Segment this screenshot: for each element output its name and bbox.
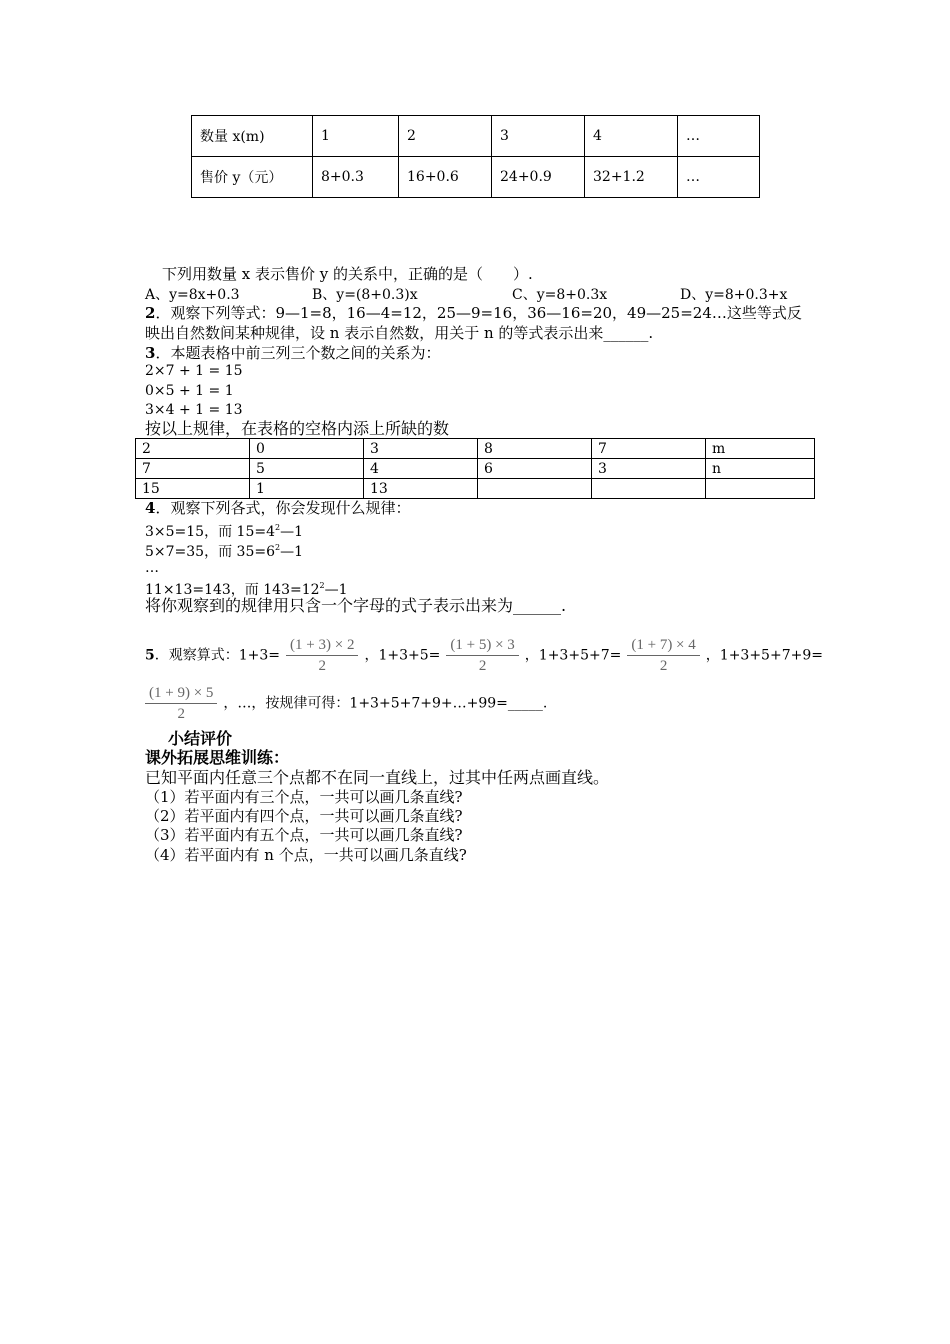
q4-text: ．观察下列各式，你会发现什么规律： bbox=[155, 499, 411, 517]
extension-intro: 已知平面内任意三个点都不在同一直线上，过其中任两点画直线。 bbox=[145, 768, 610, 787]
q4-dots: … bbox=[145, 560, 159, 576]
q5-line1 bbox=[145, 635, 823, 676]
table-row bbox=[136, 439, 815, 459]
q5-text: ，1+3+5+7= bbox=[524, 647, 622, 664]
section-summary: 小结评价 bbox=[168, 729, 233, 748]
numerator: (1 + 5) × 3 bbox=[450, 637, 515, 653]
table-cell: 售价 y（元） bbox=[192, 157, 313, 198]
q4-text: —1 bbox=[324, 582, 348, 598]
q4-title bbox=[145, 498, 410, 518]
table-cell: 32+1.2 bbox=[585, 157, 678, 198]
q4-text: 5×7=35，而 35=6 bbox=[145, 544, 275, 560]
q2-line2: 映出自然数间某种规律，设 n 表示自然数，用关于 n 的等式表示出来______. bbox=[145, 324, 654, 342]
table-cell: 4 bbox=[364, 459, 478, 479]
table-cell: 数量 x(m) bbox=[192, 116, 313, 157]
q2-line1 bbox=[145, 303, 802, 323]
q4-text: —1 bbox=[280, 524, 304, 540]
q1-stem: 下列用数量 x 表示售价 y 的关系中，正确的是（ ）. bbox=[162, 265, 533, 283]
q5-text: ，1+3+5+7+9= bbox=[705, 647, 823, 664]
q4-line bbox=[145, 538, 303, 562]
q5-text: ，1+3+5= bbox=[364, 647, 441, 664]
q3-equation: 3×4 + 1 = 13 bbox=[145, 402, 243, 418]
q2-text: ．观察下列等式：9—1=8，16—4=12，25—9=16，36—16=20，49—25=24…这些等式反 bbox=[155, 304, 802, 322]
table-cell: 13 bbox=[364, 479, 478, 499]
q3-equation: 0×5 + 1 = 1 bbox=[145, 383, 234, 399]
table-cell: 3 bbox=[364, 439, 478, 459]
table-cell: 8+0.3 bbox=[313, 157, 399, 198]
q4-text: 3×5=15，而 15=4 bbox=[145, 524, 275, 540]
fraction bbox=[627, 635, 699, 676]
extension-item: （1）若平面内有三个点，一共可以画几条直线? bbox=[145, 788, 463, 806]
blank-cell[interactable] bbox=[592, 479, 706, 499]
q4-conclusion: 将你观察到的规律用只含一个字母的式子表示出来为______. bbox=[145, 596, 567, 615]
table-row bbox=[136, 459, 815, 479]
table-cell: 5 bbox=[250, 459, 364, 479]
table-cell: 15 bbox=[136, 479, 250, 499]
q5-number: 5 bbox=[145, 647, 155, 664]
table-cell: 4 bbox=[585, 116, 678, 157]
q1-option-b: B、y=(8+0.3)x bbox=[312, 287, 418, 303]
q3-text: ．本题表格中前三列三个数之间的关系为： bbox=[155, 344, 441, 362]
table-row bbox=[136, 479, 815, 499]
table-cell: 3 bbox=[492, 116, 585, 157]
table-cell: 16+0.6 bbox=[399, 157, 492, 198]
exponent: 2 bbox=[275, 543, 281, 552]
table-cell: m bbox=[706, 439, 815, 459]
fraction bbox=[446, 635, 518, 676]
table-cell: 2 bbox=[136, 439, 250, 459]
numerator: (1 + 7) × 4 bbox=[631, 637, 696, 653]
table-cell: 8 bbox=[478, 439, 592, 459]
table-row bbox=[192, 157, 760, 198]
denominator: 2 bbox=[318, 658, 326, 674]
section-extension-title: 课外拓展思维训练： bbox=[145, 748, 290, 767]
blank-cell[interactable] bbox=[478, 479, 592, 499]
table-cell: 3 bbox=[592, 459, 706, 479]
q3-number: 3 bbox=[145, 344, 156, 362]
q1-option-a: A、y=8x+0.3 bbox=[145, 287, 240, 303]
q4-number: 4 bbox=[145, 499, 156, 517]
q4-text: —1 bbox=[280, 544, 304, 560]
q2-number: 2 bbox=[145, 304, 156, 322]
table-cell: … bbox=[678, 157, 760, 198]
table-cell: 2 bbox=[399, 116, 492, 157]
numerator: (1 + 9) × 5 bbox=[149, 685, 214, 701]
fill-in-table bbox=[135, 438, 815, 499]
price-table bbox=[191, 115, 760, 198]
table-cell: 1 bbox=[313, 116, 399, 157]
table-row bbox=[192, 116, 760, 157]
extension-item: （2）若平面内有四个点，一共可以画几条直线? bbox=[145, 807, 463, 825]
numerator: (1 + 3) × 2 bbox=[290, 637, 355, 653]
q5-text: ，…，按规律可得：1+3+5+7+9+…+99=_____. bbox=[223, 695, 548, 712]
blank-cell[interactable] bbox=[706, 479, 815, 499]
table-cell: 7 bbox=[136, 459, 250, 479]
q1-option-c: C、y=8+0.3x bbox=[512, 287, 608, 303]
denominator: 2 bbox=[177, 706, 185, 722]
denominator: 2 bbox=[478, 658, 487, 674]
denominator: 2 bbox=[659, 658, 668, 674]
q5-line2 bbox=[145, 683, 547, 724]
q1-option-d: D、y=8+0.3+x bbox=[680, 287, 788, 303]
fraction bbox=[286, 635, 358, 676]
table-cell: 7 bbox=[592, 439, 706, 459]
exponent: 2 bbox=[319, 581, 325, 590]
q3-title bbox=[145, 343, 440, 363]
table-cell: 24+0.9 bbox=[492, 157, 585, 198]
fraction bbox=[145, 683, 217, 724]
extension-item: （4）若平面内有 n 个点，一共可以画几条直线? bbox=[145, 846, 467, 864]
table-cell: 0 bbox=[250, 439, 364, 459]
q3-equation: 2×7 + 1 = 15 bbox=[145, 363, 243, 379]
q5-text: ．观察算式：1+3= bbox=[154, 647, 281, 664]
table-cell: n bbox=[706, 459, 815, 479]
table-cell: 6 bbox=[478, 459, 592, 479]
extension-item: （3）若平面内有五个点，一共可以画几条直线? bbox=[145, 826, 463, 844]
table-cell: … bbox=[678, 116, 760, 157]
q3-instruction: 按以上规律，在表格的空格内添上所缺的数 bbox=[145, 419, 450, 438]
exponent: 2 bbox=[275, 523, 281, 532]
q4-text: 11×13=143，而 143=12 bbox=[145, 582, 320, 598]
table-cell: 1 bbox=[250, 479, 364, 499]
